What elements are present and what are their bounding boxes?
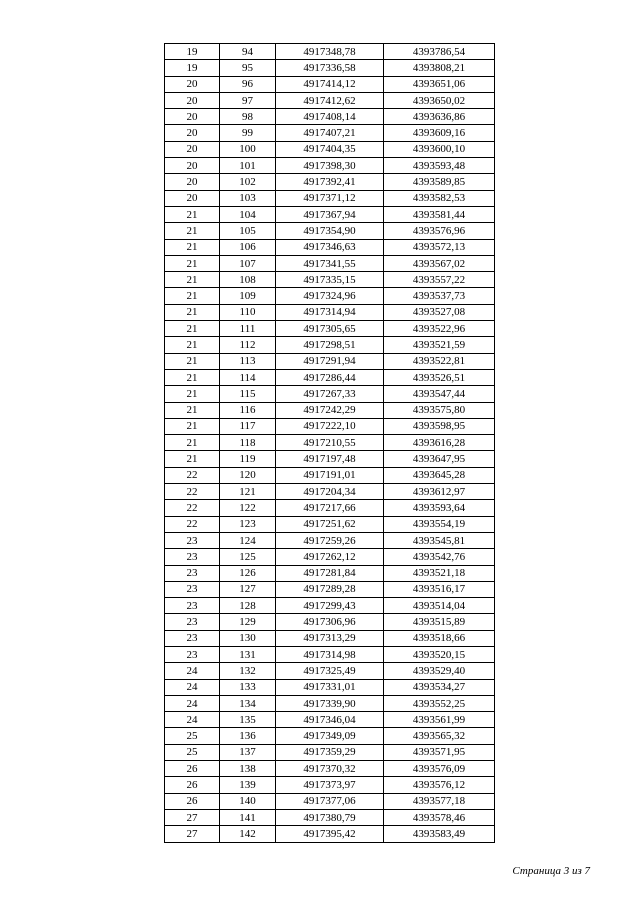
- y-coordinate-cell: 4393572,13: [384, 239, 495, 255]
- y-coordinate-cell: 4393616,28: [384, 435, 495, 451]
- y-coordinate-cell: 4393593,48: [384, 158, 495, 174]
- contour-number-cell: 20: [165, 125, 220, 141]
- table-row: [165, 679, 495, 695]
- contour-number-cell: 21: [165, 206, 220, 222]
- point-number-cell: 103: [220, 190, 276, 206]
- point-number-cell: 114: [220, 369, 276, 385]
- contour-number-cell: 24: [165, 679, 220, 695]
- x-coordinate-cell: 4917392,41: [276, 174, 384, 190]
- point-number-cell: 122: [220, 500, 276, 516]
- contour-number-cell: 21: [165, 272, 220, 288]
- contour-number-cell: 20: [165, 158, 220, 174]
- table-row: [165, 272, 495, 288]
- x-coordinate-cell: 4917404,35: [276, 141, 384, 157]
- y-coordinate-cell: 4393552,25: [384, 695, 495, 711]
- table-row: [165, 223, 495, 239]
- x-coordinate-cell: 4917197,48: [276, 451, 384, 467]
- contour-number-cell: 24: [165, 663, 220, 679]
- y-coordinate-cell: 4393557,22: [384, 272, 495, 288]
- table-row: [165, 190, 495, 206]
- point-number-cell: 111: [220, 321, 276, 337]
- point-number-cell: 127: [220, 581, 276, 597]
- x-coordinate-cell: 4917204,34: [276, 484, 384, 500]
- point-number-cell: 101: [220, 158, 276, 174]
- y-coordinate-cell: 4393547,44: [384, 386, 495, 402]
- contour-number-cell: 23: [165, 646, 220, 662]
- contour-number-cell: 20: [165, 109, 220, 125]
- y-coordinate-cell: 4393645,28: [384, 467, 495, 483]
- point-number-cell: 134: [220, 695, 276, 711]
- y-coordinate-cell: 4393565,32: [384, 728, 495, 744]
- y-coordinate-cell: 4393521,18: [384, 565, 495, 581]
- y-coordinate-cell: 4393522,81: [384, 353, 495, 369]
- table-row: [165, 255, 495, 271]
- table-row: [165, 239, 495, 255]
- contour-number-cell: 20: [165, 141, 220, 157]
- table-row: [165, 141, 495, 157]
- point-number-cell: 105: [220, 223, 276, 239]
- x-coordinate-cell: 4917286,44: [276, 369, 384, 385]
- coordinates-table: [164, 43, 495, 843]
- contour-number-cell: 23: [165, 581, 220, 597]
- y-coordinate-cell: 4393609,16: [384, 125, 495, 141]
- table-row: [165, 484, 495, 500]
- y-coordinate-cell: 4393526,51: [384, 369, 495, 385]
- y-coordinate-cell: 4393534,27: [384, 679, 495, 695]
- y-coordinate-cell: 4393518,66: [384, 630, 495, 646]
- contour-number-cell: 21: [165, 418, 220, 434]
- y-coordinate-cell: 4393520,15: [384, 646, 495, 662]
- table-row: [165, 60, 495, 76]
- y-coordinate-cell: 4393545,81: [384, 532, 495, 548]
- y-coordinate-cell: 4393542,76: [384, 549, 495, 565]
- contour-number-cell: 24: [165, 712, 220, 728]
- contour-number-cell: 26: [165, 777, 220, 793]
- point-number-cell: 117: [220, 418, 276, 434]
- point-number-cell: 129: [220, 614, 276, 630]
- y-coordinate-cell: 4393561,99: [384, 712, 495, 728]
- x-coordinate-cell: 4917354,90: [276, 223, 384, 239]
- point-number-cell: 119: [220, 451, 276, 467]
- y-coordinate-cell: 4393554,19: [384, 516, 495, 532]
- point-number-cell: 139: [220, 777, 276, 793]
- x-coordinate-cell: 4917370,32: [276, 761, 384, 777]
- table-row: [165, 630, 495, 646]
- x-coordinate-cell: 4917222,10: [276, 418, 384, 434]
- table-row: [165, 614, 495, 630]
- contour-number-cell: 21: [165, 386, 220, 402]
- x-coordinate-cell: 4917412,62: [276, 92, 384, 108]
- table-row: [165, 386, 495, 402]
- y-coordinate-cell: 4393577,18: [384, 793, 495, 809]
- contour-number-cell: 21: [165, 435, 220, 451]
- contour-number-cell: 21: [165, 304, 220, 320]
- y-coordinate-cell: 4393516,17: [384, 581, 495, 597]
- point-number-cell: 140: [220, 793, 276, 809]
- x-coordinate-cell: 4917408,14: [276, 109, 384, 125]
- y-coordinate-cell: 4393582,53: [384, 190, 495, 206]
- point-number-cell: 112: [220, 337, 276, 353]
- x-coordinate-cell: 4917305,65: [276, 321, 384, 337]
- page-number: Страница 3 из 7: [512, 865, 590, 877]
- point-number-cell: 126: [220, 565, 276, 581]
- contour-number-cell: 22: [165, 484, 220, 500]
- point-number-cell: 108: [220, 272, 276, 288]
- table-row: [165, 125, 495, 141]
- y-coordinate-cell: 4393576,12: [384, 777, 495, 793]
- contour-number-cell: 23: [165, 532, 220, 548]
- point-number-cell: 109: [220, 288, 276, 304]
- contour-number-cell: 21: [165, 369, 220, 385]
- contour-number-cell: 23: [165, 565, 220, 581]
- point-number-cell: 125: [220, 549, 276, 565]
- x-coordinate-cell: 4917313,29: [276, 630, 384, 646]
- point-number-cell: 94: [220, 44, 276, 60]
- contour-number-cell: 21: [165, 223, 220, 239]
- y-coordinate-cell: 4393612,97: [384, 484, 495, 500]
- table-row: [165, 761, 495, 777]
- point-number-cell: 107: [220, 255, 276, 271]
- x-coordinate-cell: 4917210,55: [276, 435, 384, 451]
- table-row: [165, 206, 495, 222]
- point-number-cell: 128: [220, 598, 276, 614]
- x-coordinate-cell: 4917359,29: [276, 744, 384, 760]
- point-number-cell: 118: [220, 435, 276, 451]
- point-number-cell: 115: [220, 386, 276, 402]
- point-number-cell: 131: [220, 646, 276, 662]
- contour-number-cell: 24: [165, 695, 220, 711]
- x-coordinate-cell: 4917341,55: [276, 255, 384, 271]
- y-coordinate-cell: 4393529,40: [384, 663, 495, 679]
- contour-number-cell: 21: [165, 288, 220, 304]
- contour-number-cell: 20: [165, 190, 220, 206]
- point-number-cell: 97: [220, 92, 276, 108]
- point-number-cell: 99: [220, 125, 276, 141]
- table-body: [165, 44, 495, 843]
- point-number-cell: 138: [220, 761, 276, 777]
- point-number-cell: 116: [220, 402, 276, 418]
- contour-number-cell: 23: [165, 598, 220, 614]
- contour-number-cell: 20: [165, 76, 220, 92]
- x-coordinate-cell: 4917299,43: [276, 598, 384, 614]
- point-number-cell: 113: [220, 353, 276, 369]
- y-coordinate-cell: 4393636,86: [384, 109, 495, 125]
- table-row: [165, 369, 495, 385]
- table-row: [165, 76, 495, 92]
- point-number-cell: 98: [220, 109, 276, 125]
- y-coordinate-cell: 4393576,96: [384, 223, 495, 239]
- table-row: [165, 777, 495, 793]
- y-coordinate-cell: 4393575,80: [384, 402, 495, 418]
- point-number-cell: 133: [220, 679, 276, 695]
- y-coordinate-cell: 4393650,02: [384, 92, 495, 108]
- x-coordinate-cell: 4917339,90: [276, 695, 384, 711]
- point-number-cell: 100: [220, 141, 276, 157]
- table-row: [165, 728, 495, 744]
- contour-number-cell: 21: [165, 451, 220, 467]
- table-row: [165, 451, 495, 467]
- y-coordinate-cell: 4393583,49: [384, 826, 495, 842]
- y-coordinate-cell: 4393581,44: [384, 206, 495, 222]
- x-coordinate-cell: 4917314,94: [276, 304, 384, 320]
- table-row: [165, 663, 495, 679]
- y-coordinate-cell: 4393600,10: [384, 141, 495, 157]
- contour-number-cell: 25: [165, 744, 220, 760]
- contour-number-cell: 21: [165, 255, 220, 271]
- point-number-cell: 121: [220, 484, 276, 500]
- x-coordinate-cell: 4917289,28: [276, 581, 384, 597]
- contour-number-cell: 21: [165, 337, 220, 353]
- contour-number-cell: 22: [165, 516, 220, 532]
- contour-number-cell: 23: [165, 614, 220, 630]
- contour-number-cell: 22: [165, 500, 220, 516]
- point-number-cell: 110: [220, 304, 276, 320]
- point-number-cell: 130: [220, 630, 276, 646]
- x-coordinate-cell: 4917349,09: [276, 728, 384, 744]
- point-number-cell: 135: [220, 712, 276, 728]
- table-row: [165, 44, 495, 60]
- y-coordinate-cell: 4393576,09: [384, 761, 495, 777]
- x-coordinate-cell: 4917407,21: [276, 125, 384, 141]
- x-coordinate-cell: 4917371,12: [276, 190, 384, 206]
- point-number-cell: 104: [220, 206, 276, 222]
- y-coordinate-cell: 4393567,02: [384, 255, 495, 271]
- table-row: [165, 418, 495, 434]
- x-coordinate-cell: 4917398,30: [276, 158, 384, 174]
- y-coordinate-cell: 4393589,85: [384, 174, 495, 190]
- y-coordinate-cell: 4393521,59: [384, 337, 495, 353]
- point-number-cell: 106: [220, 239, 276, 255]
- table-row: [165, 92, 495, 108]
- table-row: [165, 304, 495, 320]
- table-row: [165, 744, 495, 760]
- contour-number-cell: 27: [165, 826, 220, 842]
- point-number-cell: 137: [220, 744, 276, 760]
- table-row: [165, 712, 495, 728]
- table-row: [165, 809, 495, 825]
- x-coordinate-cell: 4917331,01: [276, 679, 384, 695]
- y-coordinate-cell: 4393522,96: [384, 321, 495, 337]
- y-coordinate-cell: 4393651,06: [384, 76, 495, 92]
- table-row: [165, 581, 495, 597]
- contour-number-cell: 23: [165, 549, 220, 565]
- table-row: [165, 532, 495, 548]
- table-row: [165, 467, 495, 483]
- x-coordinate-cell: 4917367,94: [276, 206, 384, 222]
- table-row: [165, 793, 495, 809]
- point-number-cell: 136: [220, 728, 276, 744]
- contour-number-cell: 19: [165, 44, 220, 60]
- x-coordinate-cell: 4917262,12: [276, 549, 384, 565]
- table-row: [165, 500, 495, 516]
- x-coordinate-cell: 4917325,49: [276, 663, 384, 679]
- point-number-cell: 120: [220, 467, 276, 483]
- table-row: [165, 549, 495, 565]
- contour-number-cell: 21: [165, 353, 220, 369]
- x-coordinate-cell: 4917348,78: [276, 44, 384, 60]
- y-coordinate-cell: 4393571,95: [384, 744, 495, 760]
- x-coordinate-cell: 4917377,06: [276, 793, 384, 809]
- point-number-cell: 132: [220, 663, 276, 679]
- table-row: [165, 158, 495, 174]
- contour-number-cell: 22: [165, 467, 220, 483]
- table-row: [165, 353, 495, 369]
- table-row: [165, 695, 495, 711]
- x-coordinate-cell: 4917414,12: [276, 76, 384, 92]
- contour-number-cell: 20: [165, 174, 220, 190]
- contour-number-cell: 20: [165, 92, 220, 108]
- table-row: [165, 565, 495, 581]
- table-row: [165, 516, 495, 532]
- contour-number-cell: 27: [165, 809, 220, 825]
- table-row: [165, 288, 495, 304]
- x-coordinate-cell: 4917395,42: [276, 826, 384, 842]
- contour-number-cell: 26: [165, 761, 220, 777]
- x-coordinate-cell: 4917373,97: [276, 777, 384, 793]
- x-coordinate-cell: 4917324,96: [276, 288, 384, 304]
- y-coordinate-cell: 4393527,08: [384, 304, 495, 320]
- contour-number-cell: 19: [165, 60, 220, 76]
- y-coordinate-cell: 4393593,64: [384, 500, 495, 516]
- x-coordinate-cell: 4917336,58: [276, 60, 384, 76]
- y-coordinate-cell: 4393578,46: [384, 809, 495, 825]
- contour-number-cell: 21: [165, 321, 220, 337]
- x-coordinate-cell: 4917267,33: [276, 386, 384, 402]
- y-coordinate-cell: 4393808,21: [384, 60, 495, 76]
- table-row: [165, 109, 495, 125]
- table-row: [165, 826, 495, 842]
- point-number-cell: 102: [220, 174, 276, 190]
- contour-number-cell: 21: [165, 239, 220, 255]
- x-coordinate-cell: 4917251,62: [276, 516, 384, 532]
- table-row: [165, 321, 495, 337]
- table-row: [165, 435, 495, 451]
- x-coordinate-cell: 4917346,04: [276, 712, 384, 728]
- x-coordinate-cell: 4917259,26: [276, 532, 384, 548]
- point-number-cell: 142: [220, 826, 276, 842]
- contour-number-cell: 26: [165, 793, 220, 809]
- x-coordinate-cell: 4917335,15: [276, 272, 384, 288]
- point-number-cell: 141: [220, 809, 276, 825]
- contour-number-cell: 25: [165, 728, 220, 744]
- x-coordinate-cell: 4917217,66: [276, 500, 384, 516]
- x-coordinate-cell: 4917291,94: [276, 353, 384, 369]
- contour-number-cell: 23: [165, 630, 220, 646]
- y-coordinate-cell: 4393598,95: [384, 418, 495, 434]
- y-coordinate-cell: 4393515,89: [384, 614, 495, 630]
- y-coordinate-cell: 4393647,95: [384, 451, 495, 467]
- contour-number-cell: 21: [165, 402, 220, 418]
- point-number-cell: 96: [220, 76, 276, 92]
- table-row: [165, 598, 495, 614]
- point-number-cell: 124: [220, 532, 276, 548]
- x-coordinate-cell: 4917298,51: [276, 337, 384, 353]
- x-coordinate-cell: 4917314,98: [276, 646, 384, 662]
- table-row: [165, 402, 495, 418]
- x-coordinate-cell: 4917346,63: [276, 239, 384, 255]
- x-coordinate-cell: 4917242,29: [276, 402, 384, 418]
- x-coordinate-cell: 4917191,01: [276, 467, 384, 483]
- y-coordinate-cell: 4393514,04: [384, 598, 495, 614]
- point-number-cell: 95: [220, 60, 276, 76]
- table-row: [165, 174, 495, 190]
- table-row: [165, 646, 495, 662]
- x-coordinate-cell: 4917281,84: [276, 565, 384, 581]
- y-coordinate-cell: 4393537,73: [384, 288, 495, 304]
- table-row: [165, 337, 495, 353]
- point-number-cell: 123: [220, 516, 276, 532]
- x-coordinate-cell: 4917380,79: [276, 809, 384, 825]
- y-coordinate-cell: 4393786,54: [384, 44, 495, 60]
- x-coordinate-cell: 4917306,96: [276, 614, 384, 630]
